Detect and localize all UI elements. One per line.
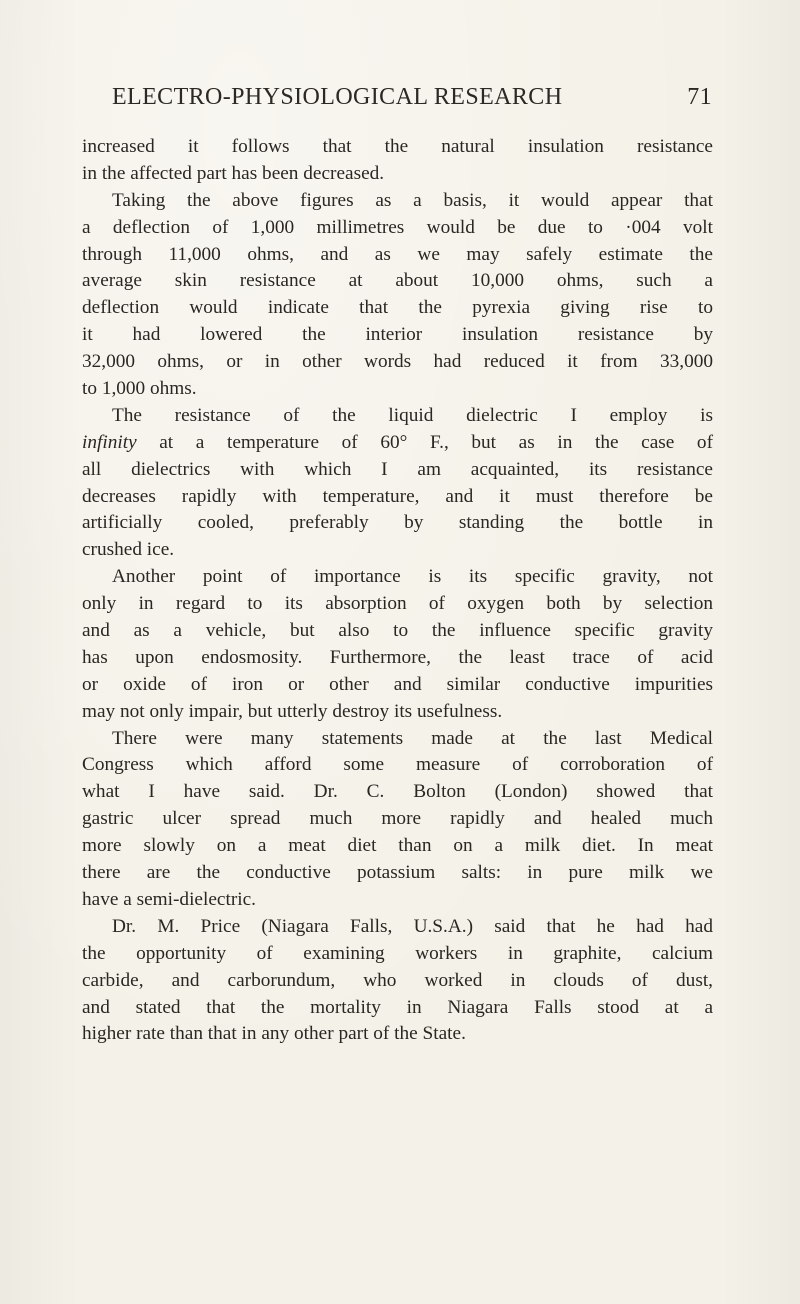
text-line: The resistance of the liquid dielectric I employ is <box>112 404 713 426</box>
text-line: average skin resistance at about 10,000 ohms, such a <box>82 270 713 292</box>
text-line: in the affected part has been decreased. <box>82 162 385 184</box>
paragraph-4 <box>82 564 713 725</box>
paragraph-6 <box>82 914 713 1048</box>
emphasis-infinity: infinity <box>82 431 137 453</box>
text-line: may not only impair, but utterly destroy its usefulness. <box>82 700 503 722</box>
text-line: increased it follows that the natural insulation resistance <box>82 136 713 157</box>
text-line: all dielectrics with which I am acquainted, its resistance <box>82 458 713 480</box>
text-line: There were many statements made at the last Medical <box>112 727 713 749</box>
text-line: a deflection of 1,000 millimetres would be due to ·004 volt <box>82 216 713 238</box>
text-line <box>82 430 713 457</box>
text-line: Dr. M. Price (Niagara Falls, U.S.A.) said that he had had <box>112 915 713 937</box>
text-line: more slowly on a meat diet than on a milk diet. In meat <box>82 835 713 857</box>
body-text <box>82 134 713 1048</box>
text-line: through 11,000 ohms, and as we may safely estimate the <box>82 243 713 265</box>
text-line: carbide, and carborundum, who worked in clouds of dust, <box>82 969 713 991</box>
paragraph-1 <box>82 134 713 188</box>
text-line: has upon endosmosity. Furthermore, the least trace of acid <box>82 646 713 668</box>
text-line: the opportunity of examining workers in graphite, calcium <box>82 942 713 964</box>
paragraph-3 <box>82 403 713 564</box>
text-line: it had lowered the interior insulation resistance by <box>82 324 713 346</box>
text-line: crushed ice. <box>82 539 175 561</box>
text-line: Taking the above figures as a basis, it would appear that <box>112 189 713 211</box>
page-number: 71 <box>687 84 712 110</box>
text-line: what I have said. Dr. C. Bolton (London) showed that <box>82 781 713 803</box>
text-line: Congress which afford some measure of corroboration of <box>82 754 713 776</box>
text-line: deflection would indicate that the pyrexia giving rise to <box>82 297 713 319</box>
text-line: and as a vehicle, but also to the influence specific gravity <box>82 620 713 642</box>
text-line: have a semi-dielectric. <box>82 888 256 910</box>
text-line: gastric ulcer spread much more rapidly and healed much <box>82 808 713 830</box>
paragraph-5 <box>82 726 713 914</box>
text-line: only in regard to its absorption of oxygen both by selection <box>82 593 713 615</box>
running-title: ELECTRO-PHYSIOLOGICAL RESEARCH <box>112 84 563 110</box>
text-line: or oxide of iron or other and similar conductive impurities <box>82 673 713 695</box>
text-line: there are the conductive potassium salts: in pure milk we <box>82 862 713 884</box>
text-line: to 1,000 ohms. <box>82 378 197 400</box>
running-head <box>112 84 712 116</box>
text-line: Another point of importance is its specific gravity, not <box>112 566 713 588</box>
text-line: and stated that the mortality in Niagara Falls stood at a <box>82 996 713 1018</box>
paragraph-2 <box>82 188 713 403</box>
text-line: 32,000 ohms, or in other words had reduced it from 33,000 <box>82 351 713 373</box>
text-line: higher rate than that in any other part of the State. <box>82 1023 466 1045</box>
text-line-rest: at a temperature of 60° F., but as in the case of <box>136 431 713 453</box>
text-line: decreases rapidly with temperature, and it must therefore be <box>82 485 713 507</box>
text-line: artificially cooled, preferably by standing the bottle in <box>82 512 713 534</box>
